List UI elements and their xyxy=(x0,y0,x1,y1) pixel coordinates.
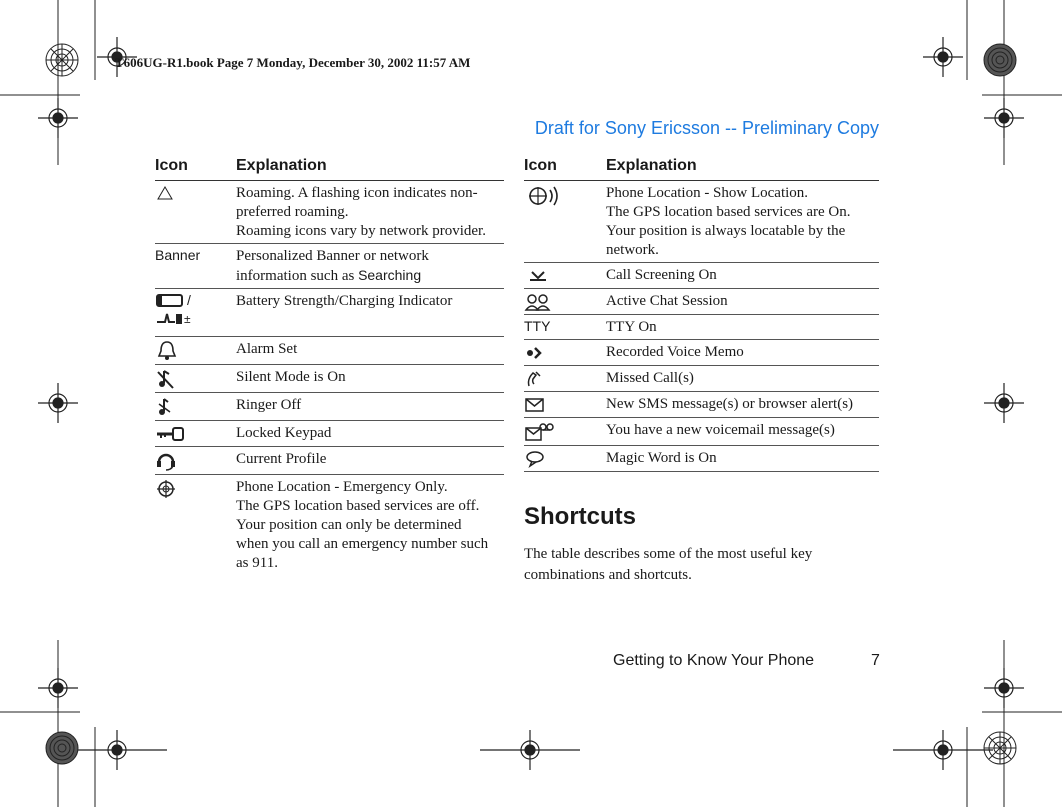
svg-text:±: ± xyxy=(184,312,191,326)
table-row: Phone Location - Show Location. The GPS location based services are On. Your position is always locatable by the network. xyxy=(524,181,879,263)
key-lock-icon xyxy=(155,424,236,444)
chat-session-icon xyxy=(524,292,606,312)
table-row: Active Chat Session xyxy=(524,289,879,315)
draft-notice: Draft for Sony Ericsson -- Preliminary Copy xyxy=(534,118,879,138)
table-row: Banner Personalized Banner or network information such as Searching xyxy=(155,244,504,289)
table-row: Ringer Off xyxy=(155,393,504,421)
battery-separator: / xyxy=(187,292,191,308)
silent-mode-icon xyxy=(155,368,236,390)
alarm-bell-icon xyxy=(155,340,236,362)
icon-table-left xyxy=(155,152,504,575)
table-row: Missed Call(s) xyxy=(524,366,879,392)
voice-memo-icon xyxy=(524,343,606,363)
call-screening-icon xyxy=(524,266,606,286)
table-row: Alarm Set xyxy=(155,337,504,365)
header-explanation: Explanation xyxy=(236,157,327,174)
table-row: Roaming. A flashing icon indicates non- preferred roaming. Roaming icons vary by network provider. xyxy=(155,181,504,244)
header-icon: Icon xyxy=(155,157,188,174)
table-row: TTY TTY On xyxy=(524,315,879,340)
searching-text: Searching xyxy=(358,267,422,283)
table-row: Recorded Voice Memo xyxy=(524,340,879,366)
banner-label: Banner xyxy=(155,247,201,263)
table-row: Silent Mode is On xyxy=(155,365,504,393)
sms-envelope-icon xyxy=(524,395,606,415)
location-show-icon xyxy=(524,184,606,260)
book-header: T606UG-R1.book Page 7 Monday, December 30, 2002 11:57 AM xyxy=(115,55,471,70)
battery-icon xyxy=(155,292,236,334)
table-header xyxy=(524,152,879,181)
page-number: 7 xyxy=(871,652,880,669)
table-row: / ± Battery Strength/Charging Indicator xyxy=(155,289,504,337)
missed-call-icon xyxy=(524,369,606,389)
ringer-off-icon xyxy=(155,396,236,418)
location-emergency-icon xyxy=(155,478,236,573)
section-paragraph: The table describes some of the most useful key combinations and shortcuts. xyxy=(524,546,813,583)
icon-table-right xyxy=(524,152,879,472)
table-row: Call Screening On xyxy=(524,263,879,289)
table-header xyxy=(155,152,504,181)
table-row: Locked Keypad xyxy=(155,421,504,447)
profile-icon xyxy=(155,450,236,472)
table-row: You have a new voicemail message(s) xyxy=(524,418,879,446)
section-title: Shortcuts xyxy=(524,503,637,530)
voicemail-icon xyxy=(524,421,606,443)
table-row: New SMS message(s) or browser alert(s) xyxy=(524,392,879,418)
footer-section: Getting to Know Your Phone xyxy=(613,652,815,669)
table-row: Magic Word is On xyxy=(524,446,879,472)
roaming-icon xyxy=(155,184,236,241)
tty-label: TTY xyxy=(524,318,551,334)
table-row: Phone Location - Emergency Only. The GPS location based services are off. Your position can only be determined when you call an emergency number such as 911. xyxy=(155,475,504,575)
header-icon: Icon xyxy=(524,157,557,174)
magic-word-icon xyxy=(524,449,606,469)
header-explanation: Explanation xyxy=(606,157,697,174)
table-row: Current Profile xyxy=(155,447,504,475)
